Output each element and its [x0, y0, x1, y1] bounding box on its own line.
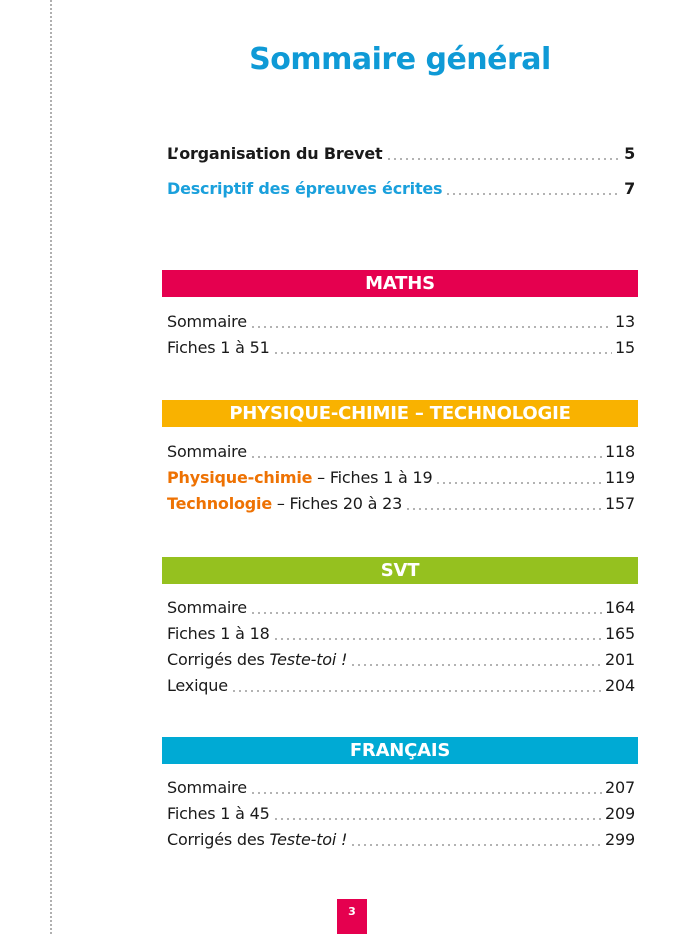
toc-entry-label: Sommaire: [167, 778, 247, 797]
toc-entry-label: [167, 649, 347, 671]
leader-dots: [250, 326, 612, 328]
toc-entry-prefix: Corrigés des: [167, 650, 270, 669]
toc-entry-italic: Teste-toi !: [269, 830, 348, 849]
toc-entry-page: 119: [605, 468, 635, 487]
toc-entry-svt-fiches[interactable]: [167, 623, 635, 645]
toc-entry-label: [167, 467, 432, 489]
leader-dots: [273, 818, 602, 820]
toc-entry-label: [167, 829, 347, 851]
section-header-francais: FRANÇAIS: [162, 737, 638, 764]
toc-entry-physique-sommaire[interactable]: [167, 441, 635, 463]
leader-dots: [350, 664, 602, 666]
toc-entry-page: 5: [624, 144, 635, 163]
leader-dots: [350, 844, 602, 846]
page-title: Sommaire général: [249, 42, 551, 77]
toc-entry-label: [167, 493, 402, 515]
toc-entry-page: 299: [605, 830, 635, 849]
toc-entry-italic: Teste-toi !: [269, 650, 348, 669]
toc-entry-page: 15: [615, 338, 635, 357]
leader-dots: [273, 352, 612, 354]
section-header-maths: MATHS: [162, 270, 638, 297]
gutter-dotted-line: [50, 0, 52, 934]
toc-entry-label: Fiches 1 à 45: [167, 804, 270, 823]
toc-entry-svt-corriges[interactable]: [167, 649, 635, 671]
toc-entry-page: 164: [605, 598, 635, 617]
toc-entry-prefix: Corrigés des: [167, 830, 270, 849]
leader-dots: [435, 482, 602, 484]
toc-entry-page: 207: [605, 778, 635, 797]
toc-entry-label: Sommaire: [167, 442, 247, 461]
toc-entry-label: Fiches 1 à 51: [167, 338, 270, 357]
toc-entry-francais-sommaire[interactable]: [167, 777, 635, 799]
toc-entry-francais-fiches[interactable]: [167, 803, 635, 825]
toc-entry-page: 204: [605, 676, 635, 695]
leader-dots: [250, 612, 602, 614]
toc-entry-page: 209: [605, 804, 635, 823]
toc-entry-label: Lexique: [167, 676, 228, 695]
toc-entry-svt-sommaire[interactable]: [167, 597, 635, 619]
toc-entry-physique-fiches[interactable]: [167, 467, 635, 489]
leader-dots: [445, 193, 621, 195]
leader-dots: [250, 456, 602, 458]
toc-entry-label: Sommaire: [167, 598, 247, 617]
toc-entry-page: 118: [605, 442, 635, 461]
page-number: 3: [337, 899, 367, 934]
toc-entry-label-rest: – Fiches 20 à 23: [271, 494, 403, 513]
toc-entry-highlight: Technologie: [167, 494, 272, 513]
toc-entry-descriptif[interactable]: [167, 178, 635, 200]
toc-entry-maths-fiches[interactable]: [167, 337, 635, 359]
toc-entry-label-rest: – Fiches 1 à 19: [312, 468, 433, 487]
leader-dots: [231, 690, 602, 692]
leader-dots: [250, 792, 602, 794]
section-header-physique-technologie: PHYSIQUE-CHIMIE – TECHNOLOGIE: [162, 400, 638, 427]
toc-entry-label: L’organisation du Brevet: [167, 144, 383, 163]
toc-entry-francais-corriges[interactable]: [167, 829, 635, 851]
toc-entry-page: 13: [615, 312, 635, 331]
toc-entry-maths-sommaire[interactable]: [167, 311, 635, 333]
leader-dots: [405, 508, 602, 510]
toc-entry-page: 7: [624, 179, 635, 198]
leader-dots: [273, 638, 602, 640]
toc-entry-highlight: Physique-chimie: [167, 468, 313, 487]
leader-dots: [386, 158, 622, 160]
toc-entry-technologie-fiches[interactable]: [167, 493, 635, 515]
toc-entry-page: 165: [605, 624, 635, 643]
toc-entry-label: Fiches 1 à 18: [167, 624, 270, 643]
toc-entry-label: Sommaire: [167, 312, 247, 331]
toc-entry-label: Descriptif des épreuves écrites: [167, 179, 443, 198]
toc-entry-organisation[interactable]: [167, 143, 635, 165]
toc-entry-page: 157: [605, 494, 635, 513]
toc-entry-svt-lexique[interactable]: [167, 675, 635, 697]
section-header-svt: SVT: [162, 557, 638, 584]
toc-entry-page: 201: [605, 650, 635, 669]
